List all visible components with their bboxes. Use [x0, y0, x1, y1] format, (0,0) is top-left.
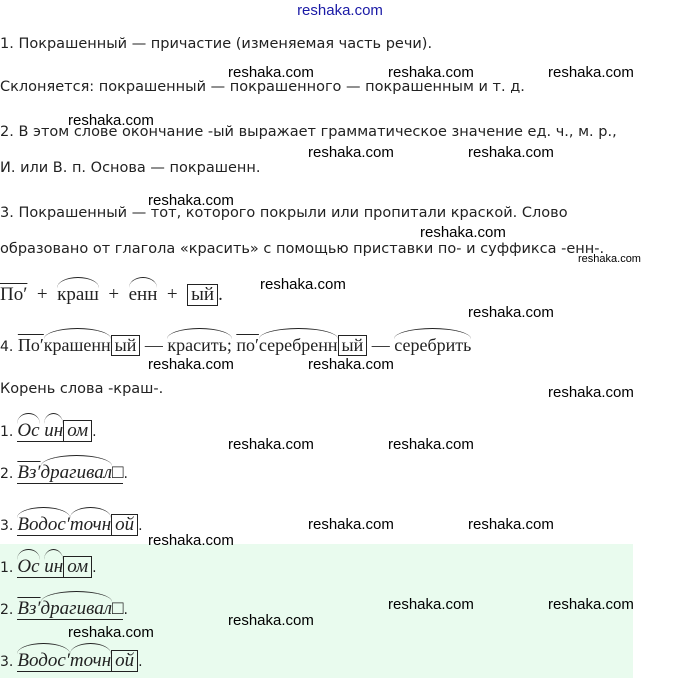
chain-w3-prefix: по′	[236, 335, 259, 355]
chain-number: 4.	[0, 339, 14, 355]
watermark: reshaka.com	[228, 64, 314, 81]
watermark: reshaka.com	[228, 436, 314, 453]
analysis-root: драгивал	[40, 598, 112, 619]
analysis-dot: .	[138, 654, 143, 670]
analysis-number: 2.	[0, 602, 14, 618]
analysis-root-1: Водос′	[17, 650, 70, 671]
chain-w2: красить;	[167, 335, 232, 355]
watermark: reshaka.com	[548, 596, 634, 613]
paragraph-5: Корень слова -краш-.	[0, 381, 164, 397]
analysis-root: Ос	[17, 556, 40, 577]
analysis-ending: ой	[111, 514, 138, 536]
paragraph-2: Склоняется: покрашенный — покрашенного — покрашенным и т. д.	[0, 79, 525, 95]
analysis-dot: .	[92, 560, 97, 576]
analysis-ending: □	[111, 462, 124, 483]
chain-w3-ending: ый	[338, 335, 368, 356]
analysis-3	[0, 514, 143, 536]
plus-sign: +	[166, 284, 178, 305]
paragraph-4b: образовано от глагола «красить» с помощью приставки по- и суффикса -енн-.	[0, 241, 605, 257]
site-header-logo[interactable]: reshaka.com	[297, 2, 383, 19]
analysis-prefix: Вз′	[17, 462, 41, 483]
analysis-dot: .	[92, 424, 97, 440]
analysis-ending: ом	[63, 556, 92, 578]
analysis-root-2: точн	[69, 514, 112, 535]
watermark: reshaka.com	[548, 64, 634, 81]
analysis-dot: .	[138, 518, 143, 534]
chain-w4: серебрить	[394, 335, 472, 355]
analysis-root: Ос	[17, 420, 40, 441]
suffix: енн	[128, 284, 158, 305]
watermark: reshaka.com	[148, 532, 234, 549]
plus-sign: +	[108, 284, 120, 305]
dash: —	[144, 335, 163, 355]
paragraph-4a: 3. Покрашенный — тот, которого покрыли или пропитали краской. Слово	[0, 205, 568, 221]
watermark: reshaka.com	[260, 276, 346, 293]
analysis-root-2: точн	[69, 650, 112, 671]
analysis-suffix: ин	[44, 556, 64, 577]
analysis-number: 3.	[0, 654, 14, 670]
paragraph-1: 1. Покрашенный — причастие (изменяемая часть речи).	[0, 36, 433, 52]
chain-w1-ending: ый	[111, 335, 141, 356]
paragraph-3b: И. или В. п. Основа — покрашенн.	[0, 160, 261, 176]
watermark: reshaka.com	[308, 516, 394, 533]
formula-dot: .	[218, 284, 223, 305]
analysis-prefix: Вз′	[17, 598, 41, 619]
watermark: reshaka.com	[548, 384, 634, 401]
analysis-ending: ой	[111, 650, 138, 672]
analysis-2-repeat	[0, 598, 128, 620]
watermark: reshaka.com	[308, 144, 394, 161]
analysis-root: драгивал	[40, 462, 112, 483]
analysis-2	[0, 462, 128, 484]
analysis-number: 1.	[0, 560, 14, 576]
analysis-ending: □	[111, 598, 124, 619]
watermark: reshaka.com	[148, 192, 234, 209]
watermark: reshaka.com	[420, 224, 506, 241]
watermark: reshaka.com	[68, 112, 154, 129]
chain-w1-root: крашенн	[43, 335, 111, 355]
watermark: reshaka.com	[148, 356, 234, 373]
analysis-dot: .	[123, 466, 128, 482]
watermark: reshaka.com	[388, 596, 474, 613]
root: краш	[57, 284, 99, 305]
watermark: reshaka.com	[388, 64, 474, 81]
analysis-number: 3.	[0, 518, 14, 534]
analysis-number: 2.	[0, 466, 14, 482]
chain-w1-prefix: По′	[17, 335, 44, 355]
ending: ый	[187, 284, 218, 306]
dash: —	[371, 335, 390, 355]
watermark: reshaka.com	[388, 436, 474, 453]
watermark: reshaka.com	[468, 304, 554, 321]
analysis-number: 1.	[0, 424, 14, 440]
analysis-dot: .	[123, 602, 128, 618]
word-chain	[0, 335, 471, 356]
analysis-suffix: ин	[44, 420, 64, 441]
watermark: reshaka.com	[68, 624, 154, 641]
paragraph-3a: 2. В этом слове окончание -ый выражает грамматическое значение ед. ч., м. р.,	[0, 124, 617, 140]
watermark: reshaka.com	[468, 516, 554, 533]
plus-sign: +	[36, 284, 48, 305]
analysis-ending: ом	[63, 420, 92, 442]
watermark: reshaka.com	[468, 144, 554, 161]
analysis-1-repeat	[0, 556, 97, 578]
watermark: reshaka.com	[308, 356, 394, 373]
watermark: reshaka.com	[578, 253, 641, 265]
chain-w3-root: серебренн	[258, 335, 338, 355]
morpheme-formula	[0, 284, 223, 306]
prefix: По′	[0, 284, 28, 305]
analysis-1	[0, 420, 97, 442]
watermark: reshaka.com	[228, 612, 314, 629]
analysis-3-repeat	[0, 650, 143, 672]
analysis-root-1: Водос′	[17, 514, 70, 535]
